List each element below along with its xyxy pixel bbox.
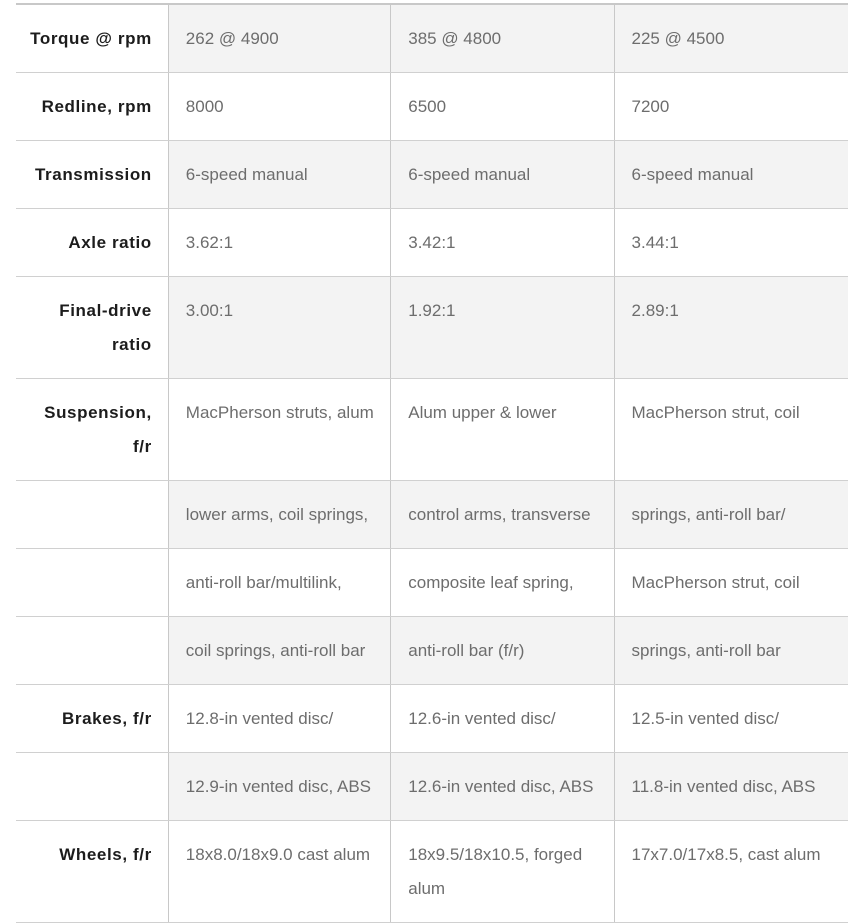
table-cell: 262 @ 4900	[168, 4, 390, 73]
table-cell: control arms, transverse	[391, 481, 614, 549]
table-cell: 6-speed manual	[614, 141, 848, 209]
row-label: Brakes, f/r	[16, 685, 168, 753]
table-cell: 12.6-in vented disc, ABS	[391, 753, 614, 821]
table-row	[16, 379, 848, 481]
table-row	[16, 617, 848, 685]
table-cell: composite leaf spring,	[391, 549, 614, 617]
table-cell: 7200	[614, 73, 848, 141]
table-cell: 6-speed manual	[168, 141, 390, 209]
table-row	[16, 73, 848, 141]
table-cell: lower arms, coil springs,	[168, 481, 390, 549]
table-cell: 12.6-in vented disc/	[391, 685, 614, 753]
table-row	[16, 277, 848, 379]
table-cell: 6-speed manual	[391, 141, 614, 209]
table-cell: 385 @ 4800	[391, 4, 614, 73]
table-cell: 3.44:1	[614, 209, 848, 277]
table-cell: MacPherson struts, alum	[168, 379, 390, 481]
row-label: Suspension, f/r	[16, 379, 168, 481]
row-label	[16, 753, 168, 821]
table-cell: coil springs, anti-roll bar	[168, 617, 390, 685]
table-cell: 12.5-in vented disc/	[614, 685, 848, 753]
row-label: Wheels, f/r	[16, 821, 168, 923]
table-cell: springs, anti-roll bar	[614, 617, 848, 685]
table-cell: 2.89:1	[614, 277, 848, 379]
table-cell: 12.9-in vented disc, ABS	[168, 753, 390, 821]
table-cell: 12.8-in vented disc/	[168, 685, 390, 753]
row-label: Axle ratio	[16, 209, 168, 277]
table-cell: anti-roll bar (f/r)	[391, 617, 614, 685]
row-label: Final-drive ratio	[16, 277, 168, 379]
row-label	[16, 617, 168, 685]
row-label: Redline, rpm	[16, 73, 168, 141]
table-cell: 3.62:1	[168, 209, 390, 277]
table-row	[16, 209, 848, 277]
table-cell: anti-roll bar/multilink,	[168, 549, 390, 617]
table-cell: Alum upper & lower	[391, 379, 614, 481]
table-cell: 11.8-in vented disc, ABS	[614, 753, 848, 821]
row-label: Torque @ rpm	[16, 4, 168, 73]
table-cell: 17x7.0/17x8.5, cast alum	[614, 821, 848, 923]
table-cell: 3.00:1	[168, 277, 390, 379]
table-row	[16, 753, 848, 821]
table-row	[16, 141, 848, 209]
table-row	[16, 549, 848, 617]
table-cell: 18x8.0/18x9.0 cast alum	[168, 821, 390, 923]
table-row	[16, 685, 848, 753]
table-cell: 225 @ 4500	[614, 4, 848, 73]
table-cell: 8000	[168, 73, 390, 141]
table-cell: MacPherson strut, coil	[614, 379, 848, 481]
table-row	[16, 481, 848, 549]
table-cell: 3.42:1	[391, 209, 614, 277]
table-row	[16, 821, 848, 923]
row-label	[16, 481, 168, 549]
table-cell: 6500	[391, 73, 614, 141]
row-label	[16, 549, 168, 617]
table-row	[16, 4, 848, 73]
table-cell: 18x9.5/18x10.5, forged alum	[391, 821, 614, 923]
specs-table	[16, 3, 848, 923]
table-cell: 1.92:1	[391, 277, 614, 379]
table-cell: springs, anti-roll bar/	[614, 481, 848, 549]
row-label: Transmission	[16, 141, 168, 209]
table-cell: MacPherson strut, coil	[614, 549, 848, 617]
